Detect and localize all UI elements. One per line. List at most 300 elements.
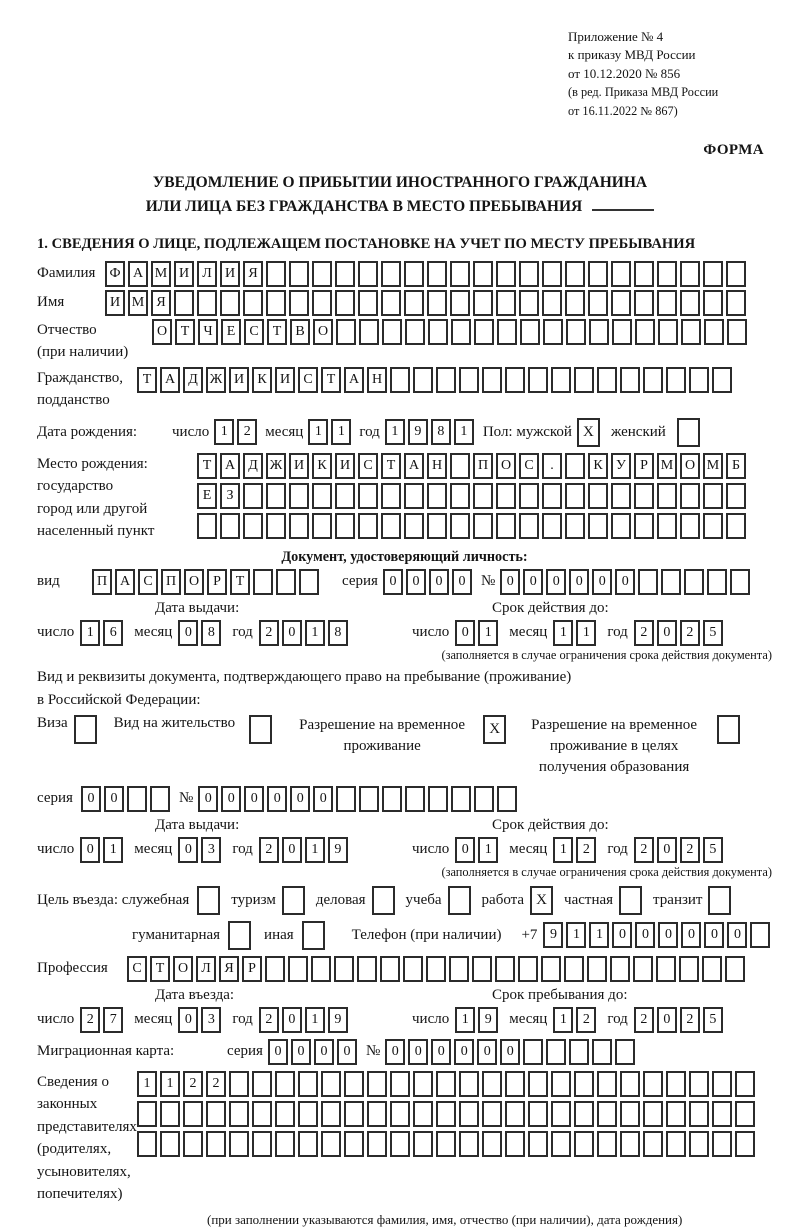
entry-day-cell[interactable]: 2 [80, 1007, 100, 1033]
issue-day-cell[interactable]: 1 [103, 837, 123, 863]
representative-cell[interactable] [229, 1071, 249, 1097]
residence-number-cell[interactable]: 0 [267, 786, 287, 812]
representative-cell[interactable] [482, 1071, 502, 1097]
representative-cell[interactable] [390, 1131, 410, 1157]
firstname-cell[interactable]: М [128, 290, 148, 316]
patronymic-cell[interactable] [658, 319, 678, 345]
stay-year-cell[interactable]: 5 [703, 1007, 723, 1033]
birth-place-cell[interactable] [404, 483, 424, 509]
patronymic-cell[interactable]: Е [221, 319, 241, 345]
citizenship-cell[interactable] [413, 367, 433, 393]
birth-place-cell[interactable]: Б [726, 453, 746, 479]
firstname-cell[interactable] [404, 290, 424, 316]
representative-cell[interactable] [252, 1131, 272, 1157]
patronymic-cell[interactable] [359, 319, 379, 345]
sex-female-checkbox-cell[interactable] [677, 418, 700, 447]
entry-year-cell[interactable]: 9 [328, 1007, 348, 1033]
surname-cell[interactable] [611, 261, 631, 287]
doc-kind-cell[interactable] [253, 569, 273, 595]
purpose-other-cell[interactable] [302, 921, 325, 950]
profession-cell[interactable]: Я [219, 956, 239, 982]
patronymic-cell[interactable]: О [152, 319, 172, 345]
residence-number-cell[interactable] [359, 786, 379, 812]
doc-number-cell[interactable]: 0 [500, 569, 520, 595]
citizenship-cell[interactable] [436, 367, 456, 393]
profession-cell[interactable] [679, 956, 699, 982]
migration-number-cell[interactable] [569, 1039, 589, 1065]
representative-cell[interactable] [505, 1131, 525, 1157]
firstname-cell[interactable] [266, 290, 286, 316]
entry-month-cell[interactable]: 3 [201, 1007, 221, 1033]
stay-year-cell[interactable]: 2 [634, 1007, 654, 1033]
purpose-humanitarian-cell[interactable] [228, 921, 251, 950]
doc-number-cell[interactable]: 0 [615, 569, 635, 595]
representative-cell[interactable] [298, 1101, 318, 1127]
birth-place-cell[interactable] [473, 483, 493, 509]
representative-cell[interactable] [643, 1071, 663, 1097]
birth-month-cell[interactable]: 1 [308, 419, 328, 445]
stay-month-cell[interactable]: 2 [576, 1007, 596, 1033]
valid-year-cell[interactable]: 2 [680, 620, 700, 646]
residence-number-cell[interactable]: 0 [198, 786, 218, 812]
residence-number-cell[interactable] [405, 786, 425, 812]
valid-month-cell[interactable]: 2 [576, 837, 596, 863]
purpose-tourism-cell[interactable] [282, 886, 305, 915]
surname-cell[interactable] [358, 261, 378, 287]
phone-digit-cell[interactable] [750, 922, 770, 948]
residence-number-cell[interactable]: 0 [290, 786, 310, 812]
representative-cell[interactable] [666, 1101, 686, 1127]
representative-cell[interactable] [298, 1131, 318, 1157]
entry-month-cell[interactable]: 0 [178, 1007, 198, 1033]
issue-month-cell[interactable]: 3 [201, 837, 221, 863]
profession-cell[interactable] [472, 956, 492, 982]
surname-cell[interactable] [381, 261, 401, 287]
purpose-business-cell[interactable] [197, 886, 220, 915]
residence-number-cell[interactable] [474, 786, 494, 812]
representative-cell[interactable] [413, 1131, 433, 1157]
representative-cell[interactable] [597, 1131, 617, 1157]
patronymic-cell[interactable] [428, 319, 448, 345]
birth-place-cell[interactable]: И [289, 453, 309, 479]
phone-digit-cell[interactable]: 1 [589, 922, 609, 948]
issue-month-cell[interactable]: 0 [178, 620, 198, 646]
profession-cell[interactable] [265, 956, 285, 982]
birth-place-cell[interactable] [266, 483, 286, 509]
representative-cell[interactable] [436, 1101, 456, 1127]
surname-cell[interactable] [703, 261, 723, 287]
migration-number-cell[interactable]: 0 [500, 1039, 520, 1065]
representative-cell[interactable] [390, 1101, 410, 1127]
migration-number-cell[interactable] [523, 1039, 543, 1065]
residence-number-cell[interactable] [497, 786, 517, 812]
patronymic-cell[interactable]: Т [267, 319, 287, 345]
representative-cell[interactable] [436, 1071, 456, 1097]
valid-month-cell[interactable]: 1 [576, 620, 596, 646]
representative-cell[interactable] [712, 1071, 732, 1097]
representative-cell[interactable] [735, 1101, 755, 1127]
citizenship-cell[interactable] [666, 367, 686, 393]
profession-cell[interactable] [656, 956, 676, 982]
valid-year-cell[interactable]: 2 [634, 620, 654, 646]
valid-day-cell[interactable]: 0 [455, 837, 475, 863]
patronymic-cell[interactable] [497, 319, 517, 345]
phone-digit-cell[interactable]: 0 [681, 922, 701, 948]
issue-year-cell[interactable]: 2 [259, 620, 279, 646]
representative-cell[interactable] [666, 1131, 686, 1157]
firstname-cell[interactable] [312, 290, 332, 316]
profession-cell[interactable] [380, 956, 400, 982]
birth-place-cell[interactable] [427, 513, 447, 539]
birth-place-cell[interactable] [519, 483, 539, 509]
stay-day-cell[interactable]: 9 [478, 1007, 498, 1033]
citizenship-cell[interactable] [505, 367, 525, 393]
profession-cell[interactable] [288, 956, 308, 982]
residence-number-cell[interactable] [428, 786, 448, 812]
birth-place-cell[interactable]: П [473, 453, 493, 479]
birth-place-cell[interactable] [197, 513, 217, 539]
birth-place-cell[interactable] [289, 483, 309, 509]
issue-day-cell[interactable]: 0 [80, 837, 100, 863]
firstname-cell[interactable] [542, 290, 562, 316]
issue-month-cell[interactable]: 0 [178, 837, 198, 863]
surname-cell[interactable]: Л [197, 261, 217, 287]
citizenship-cell[interactable]: И [275, 367, 295, 393]
doc-number-cell[interactable] [730, 569, 750, 595]
birth-place-cell[interactable] [335, 483, 355, 509]
firstname-cell[interactable] [243, 290, 263, 316]
migration-number-cell[interactable]: 0 [477, 1039, 497, 1065]
birth-place-cell[interactable] [657, 513, 677, 539]
doc-kind-cell[interactable]: О [184, 569, 204, 595]
profession-cell[interactable] [311, 956, 331, 982]
migration-number-cell[interactable]: 0 [454, 1039, 474, 1065]
doc-number-cell[interactable]: 0 [592, 569, 612, 595]
birth-place-cell[interactable] [243, 483, 263, 509]
representative-cell[interactable] [436, 1131, 456, 1157]
birth-place-cell[interactable] [680, 483, 700, 509]
valid-year-cell[interactable]: 2 [680, 837, 700, 863]
issue-day-cell[interactable]: 1 [80, 620, 100, 646]
surname-cell[interactable] [427, 261, 447, 287]
migration-series-cell[interactable]: 0 [337, 1039, 357, 1065]
citizenship-cell[interactable] [712, 367, 732, 393]
purpose-private-cell[interactable] [619, 886, 642, 915]
birth-place-cell[interactable] [542, 513, 562, 539]
firstname-cell[interactable] [381, 290, 401, 316]
representative-cell[interactable] [275, 1071, 295, 1097]
doc-kind-cell[interactable] [276, 569, 296, 595]
citizenship-cell[interactable]: А [160, 367, 180, 393]
birth-place-cell[interactable] [289, 513, 309, 539]
patronymic-cell[interactable] [681, 319, 701, 345]
doc-number-cell[interactable]: 0 [569, 569, 589, 595]
issue-year-cell[interactable]: 8 [328, 620, 348, 646]
representative-cell[interactable] [597, 1101, 617, 1127]
birth-place-cell[interactable] [680, 513, 700, 539]
profession-cell[interactable]: Р [242, 956, 262, 982]
stay-month-cell[interactable]: 1 [553, 1007, 573, 1033]
residence-permit-checkbox-cell[interactable] [249, 715, 272, 744]
citizenship-cell[interactable]: А [344, 367, 364, 393]
profession-cell[interactable] [725, 956, 745, 982]
firstname-cell[interactable] [450, 290, 470, 316]
purpose-transit-cell[interactable] [708, 886, 731, 915]
birth-place-cell[interactable]: С [519, 453, 539, 479]
birth-place-cell[interactable]: К [588, 453, 608, 479]
residence-number-cell[interactable]: 0 [244, 786, 264, 812]
birth-year-cell[interactable]: 1 [385, 419, 405, 445]
valid-day-cell[interactable]: 1 [478, 620, 498, 646]
representative-cell[interactable] [528, 1101, 548, 1127]
patronymic-cell[interactable] [474, 319, 494, 345]
representative-cell[interactable] [574, 1131, 594, 1157]
stay-day-cell[interactable]: 1 [455, 1007, 475, 1033]
representative-cell[interactable]: 2 [206, 1071, 226, 1097]
representative-cell[interactable] [482, 1131, 502, 1157]
birth-place-cell[interactable] [726, 483, 746, 509]
patronymic-cell[interactable]: В [290, 319, 310, 345]
representative-cell[interactable]: 1 [137, 1071, 157, 1097]
representative-cell[interactable] [183, 1131, 203, 1157]
representative-cell[interactable] [689, 1131, 709, 1157]
migration-number-cell[interactable] [615, 1039, 635, 1065]
representative-cell[interactable] [482, 1101, 502, 1127]
residence-series-cell[interactable]: 0 [81, 786, 101, 812]
surname-cell[interactable] [335, 261, 355, 287]
representative-cell[interactable] [620, 1071, 640, 1097]
representative-cell[interactable] [620, 1131, 640, 1157]
representative-cell[interactable] [321, 1071, 341, 1097]
birth-place-cell[interactable] [634, 483, 654, 509]
issue-year-cell[interactable]: 9 [328, 837, 348, 863]
representative-cell[interactable] [551, 1131, 571, 1157]
surname-cell[interactable] [726, 261, 746, 287]
representative-cell[interactable] [275, 1131, 295, 1157]
firstname-cell[interactable]: И [105, 290, 125, 316]
migration-number-cell[interactable]: 0 [385, 1039, 405, 1065]
birth-place-cell[interactable] [312, 513, 332, 539]
birth-place-cell[interactable]: А [404, 453, 424, 479]
citizenship-cell[interactable]: Ж [206, 367, 226, 393]
birth-place-cell[interactable]: К [312, 453, 332, 479]
birth-place-cell[interactable] [634, 513, 654, 539]
residence-number-cell[interactable] [336, 786, 356, 812]
valid-year-cell[interactable]: 0 [657, 837, 677, 863]
migration-series-cell[interactable]: 0 [268, 1039, 288, 1065]
representative-cell[interactable] [528, 1131, 548, 1157]
doc-number-cell[interactable] [638, 569, 658, 595]
birth-place-cell[interactable]: Д [243, 453, 263, 479]
entry-day-cell[interactable]: 7 [103, 1007, 123, 1033]
profession-cell[interactable] [334, 956, 354, 982]
valid-year-cell[interactable]: 0 [657, 620, 677, 646]
phone-digit-cell[interactable]: 0 [612, 922, 632, 948]
citizenship-cell[interactable] [482, 367, 502, 393]
birth-place-cell[interactable]: . [542, 453, 562, 479]
representative-cell[interactable] [551, 1101, 571, 1127]
doc-kind-cell[interactable]: Р [207, 569, 227, 595]
doc-kind-cell[interactable]: П [161, 569, 181, 595]
surname-cell[interactable]: А [128, 261, 148, 287]
migration-series-cell[interactable]: 0 [291, 1039, 311, 1065]
phone-digit-cell[interactable]: 0 [635, 922, 655, 948]
migration-number-cell[interactable]: 0 [431, 1039, 451, 1065]
profession-cell[interactable] [426, 956, 446, 982]
representative-cell[interactable] [137, 1131, 157, 1157]
birth-place-cell[interactable] [565, 513, 585, 539]
birth-place-cell[interactable]: М [657, 453, 677, 479]
citizenship-cell[interactable]: Т [321, 367, 341, 393]
birth-place-cell[interactable] [358, 483, 378, 509]
representative-cell[interactable] [735, 1131, 755, 1157]
doc-kind-cell[interactable]: Т [230, 569, 250, 595]
citizenship-cell[interactable] [390, 367, 410, 393]
birth-place-cell[interactable]: А [220, 453, 240, 479]
representative-cell[interactable] [206, 1101, 226, 1127]
birth-place-cell[interactable] [266, 513, 286, 539]
migration-number-cell[interactable] [546, 1039, 566, 1065]
representative-cell[interactable] [252, 1071, 272, 1097]
birth-place-cell[interactable] [657, 483, 677, 509]
profession-cell[interactable]: С [127, 956, 147, 982]
valid-month-cell[interactable]: 1 [553, 837, 573, 863]
firstname-cell[interactable] [703, 290, 723, 316]
surname-cell[interactable] [496, 261, 516, 287]
firstname-cell[interactable] [289, 290, 309, 316]
issue-year-cell[interactable]: 1 [305, 837, 325, 863]
birth-year-cell[interactable]: 9 [408, 419, 428, 445]
surname-cell[interactable] [312, 261, 332, 287]
birth-day-cell[interactable]: 2 [237, 419, 257, 445]
migration-number-cell[interactable] [592, 1039, 612, 1065]
migration-series-cell[interactable]: 0 [314, 1039, 334, 1065]
birth-place-cell[interactable] [496, 483, 516, 509]
surname-cell[interactable] [565, 261, 585, 287]
firstname-cell[interactable] [519, 290, 539, 316]
firstname-cell[interactable] [565, 290, 585, 316]
representative-cell[interactable] [459, 1131, 479, 1157]
birth-year-cell[interactable]: 8 [431, 419, 451, 445]
representative-cell[interactable] [344, 1101, 364, 1127]
doc-series-cell[interactable]: 0 [429, 569, 449, 595]
representative-cell[interactable] [160, 1131, 180, 1157]
patronymic-cell[interactable] [635, 319, 655, 345]
surname-cell[interactable] [289, 261, 309, 287]
representative-cell[interactable] [229, 1131, 249, 1157]
residence-series-cell[interactable] [127, 786, 147, 812]
firstname-cell[interactable] [220, 290, 240, 316]
birth-place-cell[interactable]: Т [197, 453, 217, 479]
birth-place-cell[interactable] [450, 483, 470, 509]
patronymic-cell[interactable] [589, 319, 609, 345]
residence-series-cell[interactable]: 0 [104, 786, 124, 812]
firstname-cell[interactable]: Я [151, 290, 171, 316]
representative-cell[interactable] [206, 1131, 226, 1157]
birth-place-cell[interactable]: Е [197, 483, 217, 509]
firstname-cell[interactable] [358, 290, 378, 316]
valid-year-cell[interactable]: 5 [703, 620, 723, 646]
surname-cell[interactable] [404, 261, 424, 287]
firstname-cell[interactable] [427, 290, 447, 316]
patronymic-cell[interactable] [727, 319, 747, 345]
phone-digit-cell[interactable]: 0 [727, 922, 747, 948]
citizenship-cell[interactable] [574, 367, 594, 393]
phone-digit-cell[interactable]: 0 [658, 922, 678, 948]
issue-year-cell[interactable]: 2 [259, 837, 279, 863]
doc-number-cell[interactable] [661, 569, 681, 595]
residence-number-cell[interactable] [451, 786, 471, 812]
birth-place-cell[interactable] [703, 513, 723, 539]
valid-year-cell[interactable]: 2 [634, 837, 654, 863]
birth-place-cell[interactable] [220, 513, 240, 539]
representative-cell[interactable] [229, 1101, 249, 1127]
patronymic-cell[interactable]: Т [175, 319, 195, 345]
patronymic-cell[interactable] [405, 319, 425, 345]
profession-cell[interactable]: О [173, 956, 193, 982]
birth-place-cell[interactable]: Т [381, 453, 401, 479]
temp-permit-checkbox-cell[interactable]: X [483, 715, 506, 744]
representative-cell[interactable] [712, 1101, 732, 1127]
representative-cell[interactable] [367, 1131, 387, 1157]
doc-series-cell[interactable]: 0 [406, 569, 426, 595]
sex-male-checkbox-cell[interactable]: X [577, 418, 600, 447]
representative-cell[interactable] [574, 1101, 594, 1127]
birth-place-cell[interactable] [703, 483, 723, 509]
issue-year-cell[interactable]: 0 [282, 620, 302, 646]
birth-place-cell[interactable]: Н [427, 453, 447, 479]
representative-cell[interactable] [367, 1101, 387, 1127]
doc-series-cell[interactable]: 0 [383, 569, 403, 595]
valid-day-cell[interactable]: 1 [478, 837, 498, 863]
representative-cell[interactable] [344, 1131, 364, 1157]
patronymic-cell[interactable]: Ч [198, 319, 218, 345]
representative-cell[interactable] [459, 1071, 479, 1097]
birth-place-cell[interactable]: О [496, 453, 516, 479]
patronymic-cell[interactable] [566, 319, 586, 345]
firstname-cell[interactable] [174, 290, 194, 316]
birth-year-cell[interactable]: 1 [454, 419, 474, 445]
birth-place-cell[interactable] [588, 513, 608, 539]
citizenship-cell[interactable]: Т [137, 367, 157, 393]
birth-place-cell[interactable]: У [611, 453, 631, 479]
birth-month-cell[interactable]: 1 [331, 419, 351, 445]
edu-permit-checkbox-cell[interactable] [717, 715, 740, 744]
surname-cell[interactable]: М [151, 261, 171, 287]
representative-cell[interactable] [344, 1071, 364, 1097]
firstname-cell[interactable] [496, 290, 516, 316]
representative-cell[interactable] [689, 1071, 709, 1097]
birth-place-cell[interactable]: С [358, 453, 378, 479]
citizenship-cell[interactable] [459, 367, 479, 393]
citizenship-cell[interactable] [620, 367, 640, 393]
birth-place-cell[interactable] [611, 483, 631, 509]
citizenship-cell[interactable]: Д [183, 367, 203, 393]
birth-place-cell[interactable] [611, 513, 631, 539]
citizenship-cell[interactable]: К [252, 367, 272, 393]
purpose-study-cell[interactable] [448, 886, 471, 915]
profession-cell[interactable] [564, 956, 584, 982]
birth-place-cell[interactable] [565, 483, 585, 509]
doc-series-cell[interactable]: 0 [452, 569, 472, 595]
representative-cell[interactable] [712, 1131, 732, 1157]
firstname-cell[interactable] [473, 290, 493, 316]
doc-kind-cell[interactable] [299, 569, 319, 595]
entry-year-cell[interactable]: 0 [282, 1007, 302, 1033]
migration-number-cell[interactable]: 0 [408, 1039, 428, 1065]
representative-cell[interactable] [367, 1071, 387, 1097]
representative-cell[interactable] [505, 1071, 525, 1097]
